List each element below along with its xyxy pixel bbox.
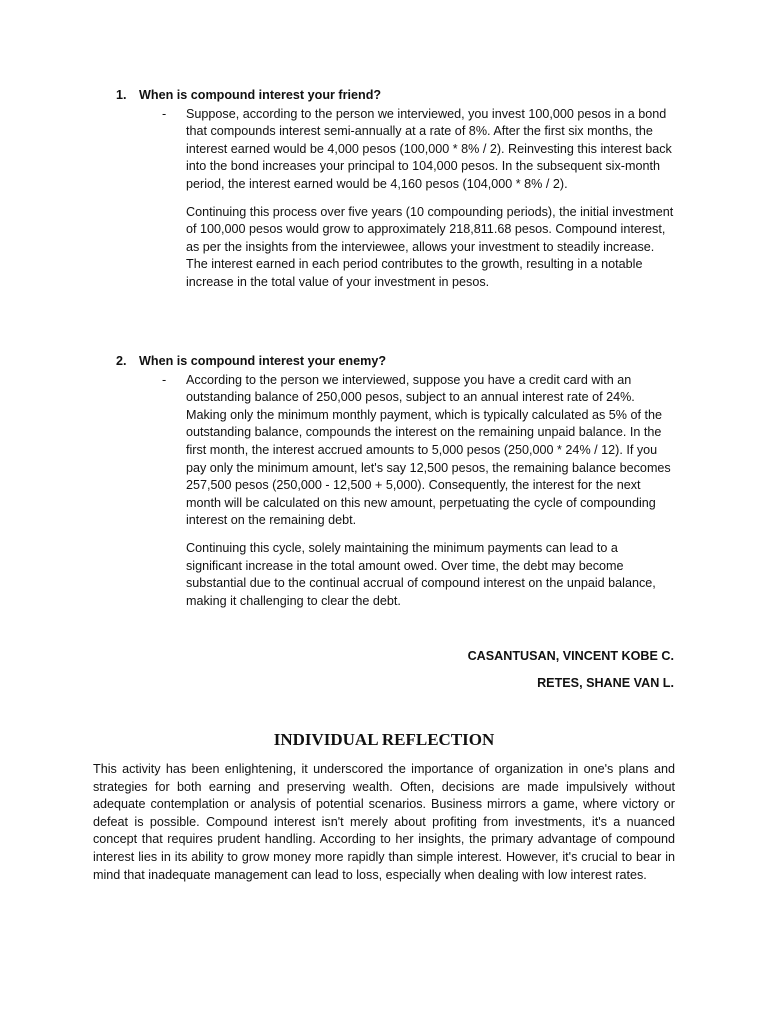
question-2-title: When is compound interest your enemy? bbox=[139, 354, 387, 368]
author-names bbox=[468, 648, 674, 692]
question-2-bullet: - bbox=[162, 372, 167, 387]
question-1-paragraph-2: Continuing this process over five years (10 compounding periods), the initial investment of 100,000 pesos would grow to approximately 218,811.68 pesos. Compound interest, as per the insights from the interviewee, allows your investment to steadily increase. The interest earned in each period contributes to the growth, resulting in a notable increase in the total value of your investment in pesos. bbox=[186, 204, 674, 289]
question-1-heading bbox=[116, 87, 676, 105]
question-1-bullet: - bbox=[162, 106, 167, 121]
question-1-paragraph-1: Suppose, according to the person we interviewed, you invest 100,000 pesos in a bond that compounds interest semi-annually at a rate of 8%. After the first six months, the interest earned would be 4,000 pesos (100,000 * 8% / 2). Reinvesting this interest back into the bond increases your principal to 104,000 pesos. In the subsequent six-month period, the interest earned would be 4,160 pesos (104,000 * 8% / 2). bbox=[186, 106, 672, 191]
reflection-title: INDIVIDUAL REFLECTION bbox=[273, 730, 495, 749]
question-2-paragraph-1: According to the person we interviewed, suppose you have a credit card with an outstanding balance of 250,000 pesos, subject to an annual interest rate of 24%. Making only the minimum monthly payment, which is typically calculated as 5% of the outstanding balance, compounds the interest on the remaining unpaid balance. In the first month, the interest accrued amounts to 5,000 pesos (250,000 * 24% / 12). If you pay only the minimum amount, let's say 12,500 pesos, the remaining balance becomes 257,500 pesos (250,000 - 12,500 + 5,000). Consequently, the interest for the next month will be calculated on this new amount, perpetuating the cycle of compounding interest on the remaining debt. bbox=[186, 372, 671, 528]
question-1 bbox=[116, 87, 676, 292]
question-2-heading bbox=[116, 353, 676, 371]
question-2-number: 2. bbox=[116, 354, 127, 368]
question-2-paragraph-2: Continuing this cycle, solely maintaining the minimum payments can lead to a significant increase in the total amount owed. Over time, the debt may become substantial due to the continual accrual of compound interest on the unpaid balance, making it challenging to clear the debt. bbox=[186, 540, 656, 608]
question-1-title: When is compound interest your friend? bbox=[139, 88, 382, 102]
question-1-number: 1. bbox=[116, 88, 127, 102]
author-name-2: RETES, SHANE VAN L. bbox=[537, 675, 674, 690]
author-name-1: CASANTUSAN, VINCENT KOBE C. bbox=[467, 649, 674, 663]
question-2 bbox=[116, 353, 676, 610]
question-2-answer bbox=[116, 372, 676, 611]
question-1-answer bbox=[116, 106, 676, 292]
reflection-body: This activity has been enlightening, it underscored the importance of organization in one's plans and strategies for both earning and preserving wealth. Often, decisions are made impulsively without adequate contemplation or analysis of potential scenarios. Business mirrors a game, where victory or defeat is possible. Compound interest isn't merely about profiting from investments, it's a nuanced concept that requires prudent handling. According to her insights, the primary advantage of compound interest lies in its ability to grow money more rapidly than simple interest. However, it's crucial to bear in mind that inadequate management can lead to loss, especially when dealing with low interest rates. bbox=[93, 762, 675, 882]
